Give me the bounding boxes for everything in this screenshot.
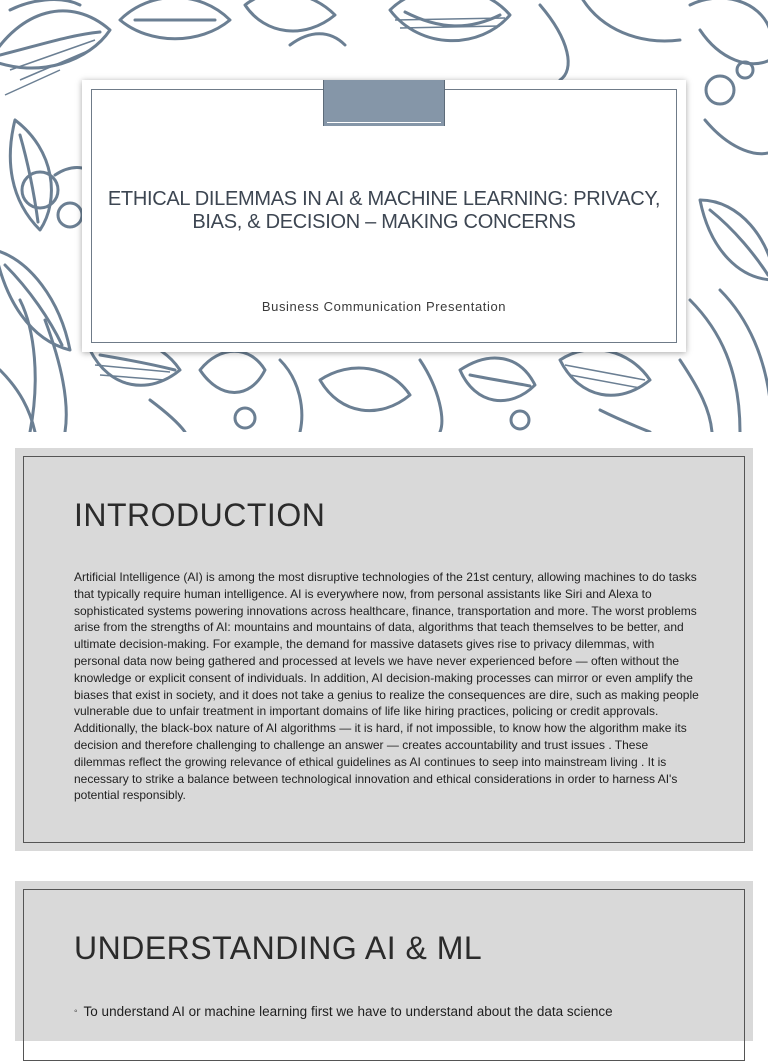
introduction-heading: INTRODUCTION [74,497,326,533]
slide-border [23,889,745,1061]
decorative-tab-icon [323,80,445,126]
title-slide [0,0,768,432]
bullet-text: To understand AI or machine learning first we have to understand about the data science [83,1004,613,1019]
presentation-subtitle: Business Communication Presentation [261,299,507,314]
understanding-slide [15,881,753,1041]
introduction-slide [15,448,753,851]
presentation-title: ETHICAL DILEMMAS IN AI & MACHINE LEARNING: PRIVACY, BIAS, & DECISION – MAKING CONCERNS [107,188,661,233]
understanding-heading: UNDERSTANDING AI & ML [74,930,483,966]
list-item [74,1004,714,1019]
title-card [82,80,686,352]
bullet-icon: ◦ [74,1006,78,1017]
slide-border [23,456,745,843]
introduction-body: Artificial Intelligence (AI) is among the most disruptive technologies of the 21st century, allowing machines to do tasks that typically require human intelligence. AI is everywhere now, from personal assistants like Siri and Alexa to sophisticated systems powering innovations across healthcare, finance, transportation and more. The worst problems arise from the strengths of AI: mountains and mountains of data, algorithms that teach themselves to be better, and ultimate decision-making. For example, the demand for massive datasets gives rise to privacy dilemmas, with personal data now being gathered and processed at levels we have never experienced before — often without the knowledge or explicit consent of individuals. In addition, AI decision-making processes can mirror or even amplify the biases that exist in society, and it does not take a genius to realize the consequences are dire, such as making people vulnerable due to unfair treatment in important domains of life like hiring practices, policing or credit approvals. Additionally, the black-box nature of AI algorithms — it is hard, if not impossible, to know how the algorithm make its decision and therefore challenging to challenge an answer — creates accountability and trust issues . These dilemmas reflect the growing relevance of ethical guidelines as AI continues to seep into mainstream living . It is necessary to strike a balance between technological innovation and ethical considerations in order to harness AI's potential responsibly. [74,570,699,803]
